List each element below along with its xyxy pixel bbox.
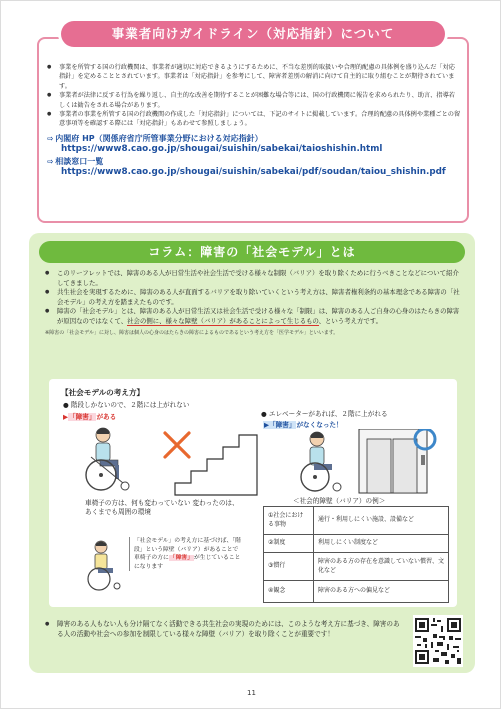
elevator-illustration: [289, 429, 459, 495]
elevator-icon: [359, 429, 427, 493]
link-label-cabinet-office: 内閣府 HP（関係府省庁所管事業分野における対応指針）: [55, 133, 263, 143]
guideline-paragraph-2: ● 事業者が法律に反する行為を繰り返し、自主的な改善を期待することが困難な場合等には、国の行政機関に報告を求められたり、助言、指導若しくは勧告をされる場合があります。: [47, 91, 461, 110]
table-row: [264, 581, 449, 603]
stairs-scenario-text: ● 階段しかないので、２階には上がれない: [63, 401, 190, 409]
column-paragraph-3-post: 、という考え方です。: [318, 316, 383, 325]
wheelchair-user-icon: [86, 428, 129, 490]
link-consultation: [47, 156, 461, 178]
barrier-key: ③慣行: [264, 553, 314, 581]
barrier-value: 障害のある方の存在を意識していない慣習、文化など: [314, 553, 449, 581]
column-paragraph-3-emphasis: 社会の側に、様々な障壁（バリア）があることによって生じるもの: [127, 316, 319, 325]
environment-caption: 車椅子の方は、何も変わっていない 変わったのは、あくまでも周囲の環境: [85, 499, 239, 516]
link-url-consultation[interactable]: https://www8.cao.go.jp/shougai/suishin/sabekai/pdf/soudan/taiou_shishin.pdf: [61, 166, 446, 177]
guideline-title: 事業者向けガイドライン（対応指針）について: [61, 21, 445, 47]
table-row: [264, 535, 449, 553]
guideline-body: [47, 63, 461, 178]
stairs-illustration: [67, 425, 267, 499]
guideline-paragraph-1: ● 事業を所管する国の行政機関は、事業者が適切に対応できるようにするために、不当な差別的取扱いや合理的配慮の具体例を盛り込んだ「対応指針」を定めることとされています。事業者は「対応指針」を参考にして、障害者差別の解消に向けて自主的に取り組むことが期待されています。: [47, 63, 461, 91]
stairs-icon: [175, 435, 257, 495]
column-paragraph-2: ● 共生社会を実現するために、障害のある人が直面するバリアを取り除いていくという考え方は、障害者権利条約の基本理念である障害の「社会モデル」の考え方を踏まえたものです。: [45, 288, 463, 307]
column-body: [45, 269, 463, 337]
barrier-value: 通行・利用しにくい施設、設備など: [314, 507, 449, 535]
barrier-value: 利用しにくい制度など: [314, 535, 449, 553]
wheelchair-user-icon: [79, 539, 127, 591]
barrier-table-title: ＜社会的障壁（バリア）の例＞: [293, 497, 386, 505]
guideline-paragraph-3: ● 事業者の事業を所管する国の行政機関の作成した「対応指針」については、下記のサイトに掲載しています。合理的配慮の具体例や業種ごとの留意事項等を確認する際には「対応指針」もあわせて参照しましょう。: [47, 110, 461, 129]
stairs-barrier-label: ▶「障害」がある: [63, 413, 117, 421]
cross-mark-icon: [165, 433, 189, 457]
link-url-cabinet-office[interactable]: https://www8.cao.go.jp/shougai/suishin/sabekai/taioshishin.html: [61, 143, 383, 154]
medical-model-note: ※障害の「社会モデル」に対し、障害は個人の心身のはたらきの障害によるものであるという考え方を「医学モデル」といいます。: [45, 329, 339, 336]
diagram-heading: 【社会モデルの考え方】: [61, 388, 145, 397]
page-number: 11: [247, 689, 256, 697]
column-paragraph-1: ● このリーフレットでは、障害のある人が日常生活や社会生活で受ける様々な制限（バリア）を取り除くために行うべきことなどについて紹介してきました。: [45, 269, 463, 288]
arrow-right-icon: ⇨: [47, 156, 54, 166]
barrier-key: ①社会における事物: [264, 507, 314, 535]
link-label-consultation: 相談窓口一覧: [55, 156, 104, 166]
table-row: [264, 553, 449, 581]
arrow-right-icon: ⇨: [47, 133, 54, 143]
qr-code-icon: [413, 615, 463, 667]
barrier-table: [263, 506, 449, 603]
barrier-value: 障害のある方への偏見など: [314, 581, 449, 603]
elevator-barrier-label: ▶「障害」がなくなった！: [264, 421, 343, 429]
column-closing: [45, 619, 405, 639]
elevator-scenario-text: ● エレベーターがあれば、２階に上がれる: [261, 410, 388, 418]
link-cabinet-office: [47, 133, 461, 155]
social-model-callout: 「社会モデル」の考え方に基づけば、「階段」という障壁（バリア）があることで車椅子の方に「障害」が生じていることになります: [129, 537, 243, 571]
wheelchair-user-icon: [301, 432, 341, 491]
column-title: コラム：障害の「社会モデル」とは: [39, 241, 465, 263]
closing-paragraph: ● 障害のある人もない人も分け隔てなく活動できる共生社会の実現のためには、このような考え方に基づき、障害のある人の活動や社会への参加を制限している様々な障壁（バリア）を取り除くことが重要です！: [45, 619, 405, 639]
column-paragraph-3: [45, 307, 463, 326]
column-paragraph-3-pre: 障害の「社会モデル」とは、障害のある人が日常生活又は社会生活で受ける様々な「制限」は、障害のある人ご自身の心身のはたらきの障害が原因なのではなくて、: [57, 307, 460, 325]
table-row: [264, 507, 449, 535]
barrier-key: ②制度: [264, 535, 314, 553]
barrier-key: ④観念: [264, 581, 314, 603]
